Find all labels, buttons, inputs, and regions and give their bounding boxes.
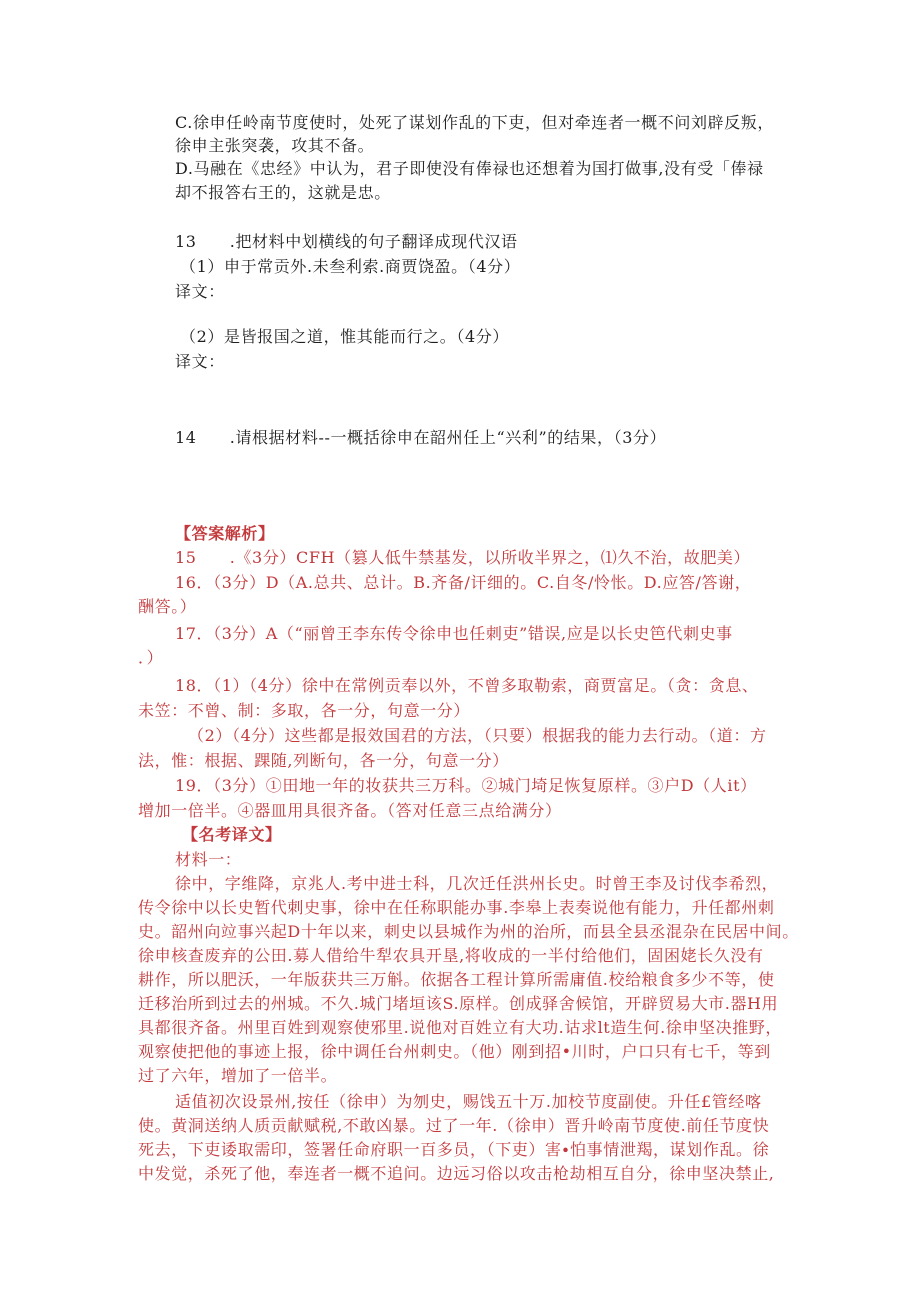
- material-label: 材料一：: [175, 850, 242, 869]
- translation-label-1: 译文：: [175, 282, 225, 301]
- translation-paragraph-2-line-2: 使。黄洞送纳人质贡献赋税,不敢凶暴。过了一年.（徐申）晋升岭南节度使.前任节度快: [138, 1116, 770, 1135]
- translation-paragraph-1-line-3: 史。韶州向竝事兴起D十年以来，刺史以县城作为州的治所，而县全县丞混杂在民居中间。: [138, 922, 799, 941]
- answer-17-line-1: 17．（3分）A（“丽曾王李东传令徐申也任刺吏”错误,应是以长史笆代刺史事: [175, 624, 733, 643]
- answer-19-line-2: 增加一倍半。④器皿用具很齐备。（答对任意三点给满分）: [138, 801, 562, 820]
- question-14: 14 .请根据材料--一概括徐申在韶州任上“兴利”的结果，（3分）: [175, 428, 667, 447]
- translation-paragraph-1-line-8: 观察使把他的事迹上报，徐中调任台州刺史。（他）刚到招•川时，户口只有七千，等到: [138, 1042, 771, 1061]
- translation-paragraph-2-line-1: 适值初次设景州,按任（徐申）为刎史，赐饯五十万.加校节度副使。升任£管经喀: [175, 1092, 762, 1111]
- translation-header: 【名考译文】: [182, 825, 282, 844]
- answer-15: 15 .《3分）CFH（篡人低牛禁基发，以所收半界之，⑴久不治，故肥美）: [175, 548, 751, 567]
- option-d-line-2: 却不报答右王的，这就是忠。: [175, 183, 391, 202]
- translation-paragraph-1-line-6: 迁移治所到过去的州城。不久.城门堵垣该S.原样。创成驿舍候馆，开辟贸易大市.器H用: [138, 994, 779, 1013]
- answer-18-line-4: 法，惟：根据、踝随,列断句，各一分，句意一分）: [138, 751, 509, 770]
- answer-16-line-1: 16．（3分）D（A.总共、总计。B.齐备/讦细的。C.自冬/怜怅。D.应答/答谢，: [175, 573, 752, 592]
- option-d-line-1: D.马融在《忠经》中认为，君子即使没有俸禄也还想着为国打做事,没有受「俸禄: [175, 159, 764, 178]
- answer-19-line-1: 19．（3分）①田地一年的妆获共三万科。②城门埼足恢复原样。③户D（人it）: [175, 776, 757, 795]
- translation-paragraph-2-line-4: 中发觉，杀死了他，奉连者一概不追问。边远习俗以攻击枪劫相互自分，徐申坚决禁止,: [138, 1164, 775, 1183]
- answer-17-line-2: ．）: [138, 648, 164, 667]
- translation-paragraph-2-line-3: 死去，下吏诿取需印，签署任命府职一百多员，（下吏）害∙怕事情泄羯，谋划作乱。徐: [138, 1140, 770, 1159]
- translation-paragraph-1-line-5: 耕作，所以肥沃，一年版获共三万斛。依据各工程计算所需庸值.校给粮食多少不等，使: [138, 970, 775, 989]
- translation-paragraph-1-line-9: 过了六年，增加了一倍半。: [138, 1066, 338, 1085]
- answer-16-line-2: 酬答。）: [138, 597, 197, 616]
- answers-header: 【答案解析】: [175, 524, 275, 543]
- translation-paragraph-1-line-4: 徐申核查废弃的公田.募人借给牛犁农具开垦,将收成的一半付给他们，固困姥长久没有: [138, 946, 764, 965]
- option-c-line-2: 徐申主张突袭，攻其不备。: [175, 136, 375, 155]
- option-c-line-1: C.徐申任岭南节度使时，处死了谋划作乱的下吏，但对牵连者一概不问刘辟反叛，: [175, 113, 774, 132]
- question-13-part-2: （2）是皆报国之道，惟其能而行之。（4分）: [180, 327, 509, 346]
- answer-18-line-1: 18．（1）（4分）徐中在常例贡奉以外，不曾多取勒索，商贾富足。（贪：贪息、: [175, 676, 759, 695]
- answer-18-line-3: （2）（4分）这些都是报效国君的方法，（只要）根据我的能力去行动。（道：方: [188, 726, 767, 745]
- answer-18-line-2: 未笠：不曾、制：多取，各一分，句意一分）: [138, 701, 471, 720]
- translation-paragraph-1-line-1: 徐中，字维降，京兆人.考中进士科，几次迁任洪州长史。时曾王李及讨伐李希烈，: [175, 874, 779, 893]
- translation-paragraph-1-line-2: 传令徐中以长史暂代刺史事，徐中在任称职能办事.李皋上表奏说他有能力，升任都州刺: [138, 898, 775, 917]
- question-13: 13 .把材料中划横线的句子翻译成现代汉语: [175, 232, 518, 251]
- translation-label-2: 译文：: [175, 352, 225, 371]
- translation-paragraph-1-line-7: 具都很齐备。州里百姓到观察使邪里.说他对百姓立有大功.诂求lt造生何.徐申坚决推野，: [138, 1018, 783, 1037]
- question-13-part-1: （1）申于常贡外.未叁利索.商贾饶盈。（4分）: [180, 257, 521, 276]
